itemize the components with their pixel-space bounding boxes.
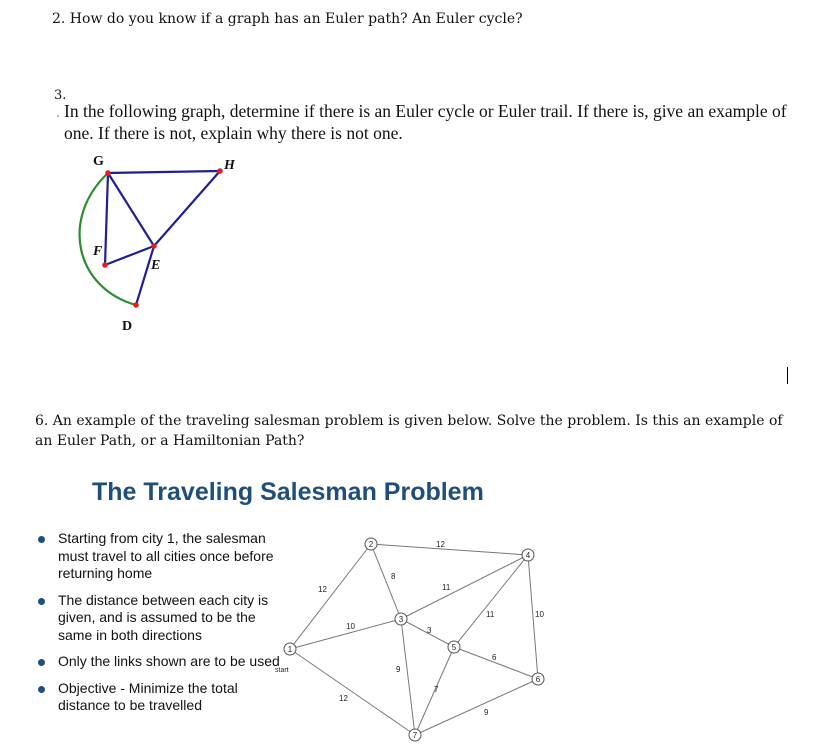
weight-1-7: 12 xyxy=(339,694,348,703)
question-2: 2. How do you know if a graph has an Euler path? An Euler cycle? xyxy=(52,11,523,27)
edge-2-4 xyxy=(371,544,528,555)
weight-2-3: 8 xyxy=(391,572,396,581)
vertex-h xyxy=(217,168,223,174)
weight-5-6: 6 xyxy=(492,653,497,662)
node-6-label: 6 xyxy=(535,675,541,684)
edge-g-e xyxy=(108,173,154,246)
label-g: G xyxy=(93,154,104,169)
node-2-label: 2 xyxy=(368,540,374,549)
question-6: 6. An example of the traveling salesman problem is given below. Solve the problem. Is this an example of an Euler Path, or a Hamiltonian Path? xyxy=(35,413,783,449)
weight-6-7: 9 xyxy=(484,708,489,717)
weight-4-6: 10 xyxy=(535,610,544,619)
node-5-label: 5 xyxy=(451,643,457,652)
vertex-e xyxy=(151,243,157,249)
bullet-item xyxy=(34,653,284,671)
weight-2-4: 12 xyxy=(436,540,445,549)
bullet-text: Starting from city 1, the salesman must travel to all cities once before returning home xyxy=(58,530,274,581)
weight-3-7: 9 xyxy=(396,665,401,674)
edge-3-7 xyxy=(401,619,415,735)
edge-f-e xyxy=(105,246,154,265)
text-cursor xyxy=(787,367,788,384)
edge-g-h xyxy=(108,171,220,173)
bullet-icon xyxy=(38,659,45,666)
weight-3-5: 3 xyxy=(427,626,432,635)
weight-4-5: 11 xyxy=(486,610,495,619)
edge-3-4 xyxy=(401,555,528,619)
vertex-d xyxy=(133,302,139,308)
question-3-number: 3. xyxy=(54,88,67,103)
list-marker: . xyxy=(56,106,61,121)
bullet-icon xyxy=(38,598,45,605)
weight-5-7: 7 xyxy=(434,685,439,694)
bullet-text: The distance between each city is given, and is assumed to be the same in both directions xyxy=(58,591,269,643)
label-e: E xyxy=(151,258,161,273)
edge-1-7 xyxy=(290,649,415,735)
label-f: F xyxy=(93,244,103,259)
bullet-item xyxy=(34,592,284,645)
vertex-f xyxy=(102,262,108,268)
edge-5-6 xyxy=(454,647,538,679)
edge-g-f xyxy=(105,173,108,265)
question-3-text: In the following graph, determine if there is an Euler cycle or Euler trail. If there is, give an example of one. If there is not, explain why there is not one. xyxy=(64,101,787,143)
bullet-text: Only the links shown are to be used xyxy=(58,653,280,669)
bullet-icon xyxy=(38,686,45,693)
tsp-title: The Traveling Salesman Problem xyxy=(92,478,484,506)
node-1-label: 1 xyxy=(287,645,293,654)
edge-h-e xyxy=(154,171,220,246)
weight-1-3: 10 xyxy=(346,622,355,631)
edge-2-3 xyxy=(371,544,401,619)
vertex-g xyxy=(105,170,111,176)
node-4-label: 4 xyxy=(525,551,531,560)
node-3-label: 3 xyxy=(398,615,404,624)
start-label: start xyxy=(275,667,289,674)
edge-4-5 xyxy=(454,555,528,647)
node-7-label: 7 xyxy=(412,731,418,740)
tsp-bullet-list xyxy=(34,530,284,724)
bullet-item xyxy=(34,680,284,715)
bullet-item xyxy=(34,530,284,583)
euler-graph xyxy=(70,148,270,338)
weight-1-2: 12 xyxy=(318,585,327,594)
edge-1-2 xyxy=(290,544,371,649)
edge-e-d xyxy=(136,246,154,305)
bullet-icon xyxy=(38,536,45,543)
label-h: H xyxy=(224,158,235,173)
label-d: D xyxy=(122,319,133,334)
bullet-text: Objective - Minimize the total distance to be travelled xyxy=(58,679,238,713)
tsp-graph xyxy=(270,530,560,750)
weight-3-4: 11 xyxy=(442,583,451,592)
